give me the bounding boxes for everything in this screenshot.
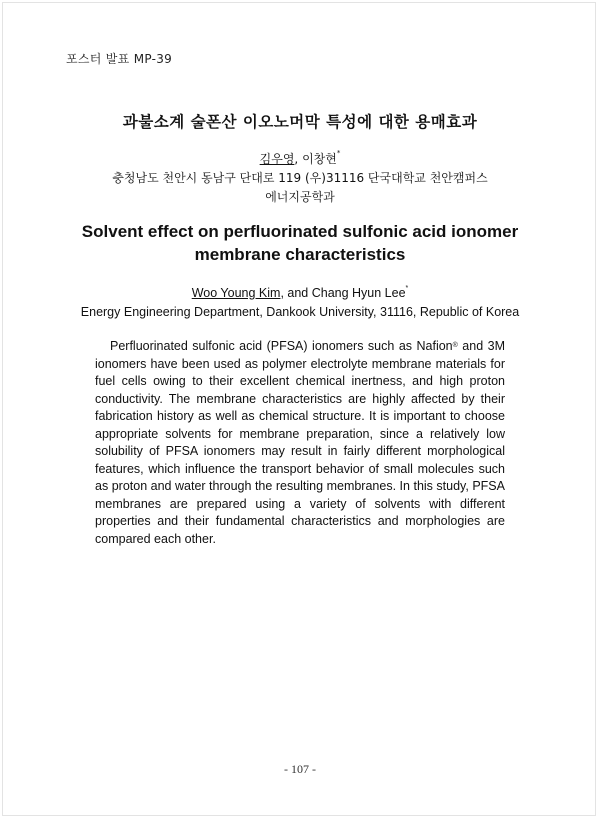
english-title-line-1: Solvent effect on perfluorinated sulfonic acid ionomer	[81, 222, 519, 241]
english-affiliation: Energy Engineering Department, Dankook University, 31116, Republic of Korea	[80, 305, 520, 319]
abstract-paragraph	[95, 338, 505, 548]
english-author-separator: , and	[280, 286, 312, 300]
registered-mark: ®	[452, 342, 458, 349]
korean-author-presenter: 김우영	[259, 152, 295, 166]
english-title-line-2: membrane characteristics	[194, 245, 406, 264]
korean-authors	[0, 150, 600, 167]
english-author-presenter: Woo Young Kim	[191, 286, 281, 300]
abstract-text-start: Perfluorinated sulfonic acid (PFSA) ionomers such as Nafion	[110, 339, 453, 353]
poster-label: 포스터 발표 MP-39	[66, 52, 173, 66]
korean-affiliation: 충청남도 천안시 동남구 단대로 119 (우)31116 단국대학교 천안캠퍼스	[112, 171, 488, 185]
english-author-corresponding: Chang Hyun Lee	[311, 286, 406, 300]
korean-department: 에너지공학과	[265, 190, 335, 204]
english-title	[0, 220, 600, 266]
english-authors	[0, 286, 600, 300]
english-corresponding-mark: *	[405, 285, 409, 292]
abstract-text-rest: and 3M ionomers have been used as polymer electrolyte membrane materials for fuel cells owing to their excellent chemical inertness, and high proton conductivity. The membrane characteristics are highly affected by their fabrication history as well as chemical structure. It is important to choose appropriate solvents for membrane preparation, since a relatively low solubility of PFSA ionomers may result in fairly different morphological features, which influence the transport behavior of small molecules such as proton and water through the resulting membranes. In this study, PFSA membranes are prepared using a variety of solvents with different properties and their fundamental characteristics and morphologies are compared each other.	[95, 339, 505, 546]
korean-title: 과불소계 술폰산 이오노머막 특성에 대한 용매효과	[122, 113, 478, 131]
korean-author-corresponding: 이창현	[302, 152, 337, 166]
korean-author-separator: ,	[294, 152, 303, 166]
page-number: - 107 -	[284, 762, 316, 776]
korean-corresponding-mark: *	[336, 149, 341, 157]
